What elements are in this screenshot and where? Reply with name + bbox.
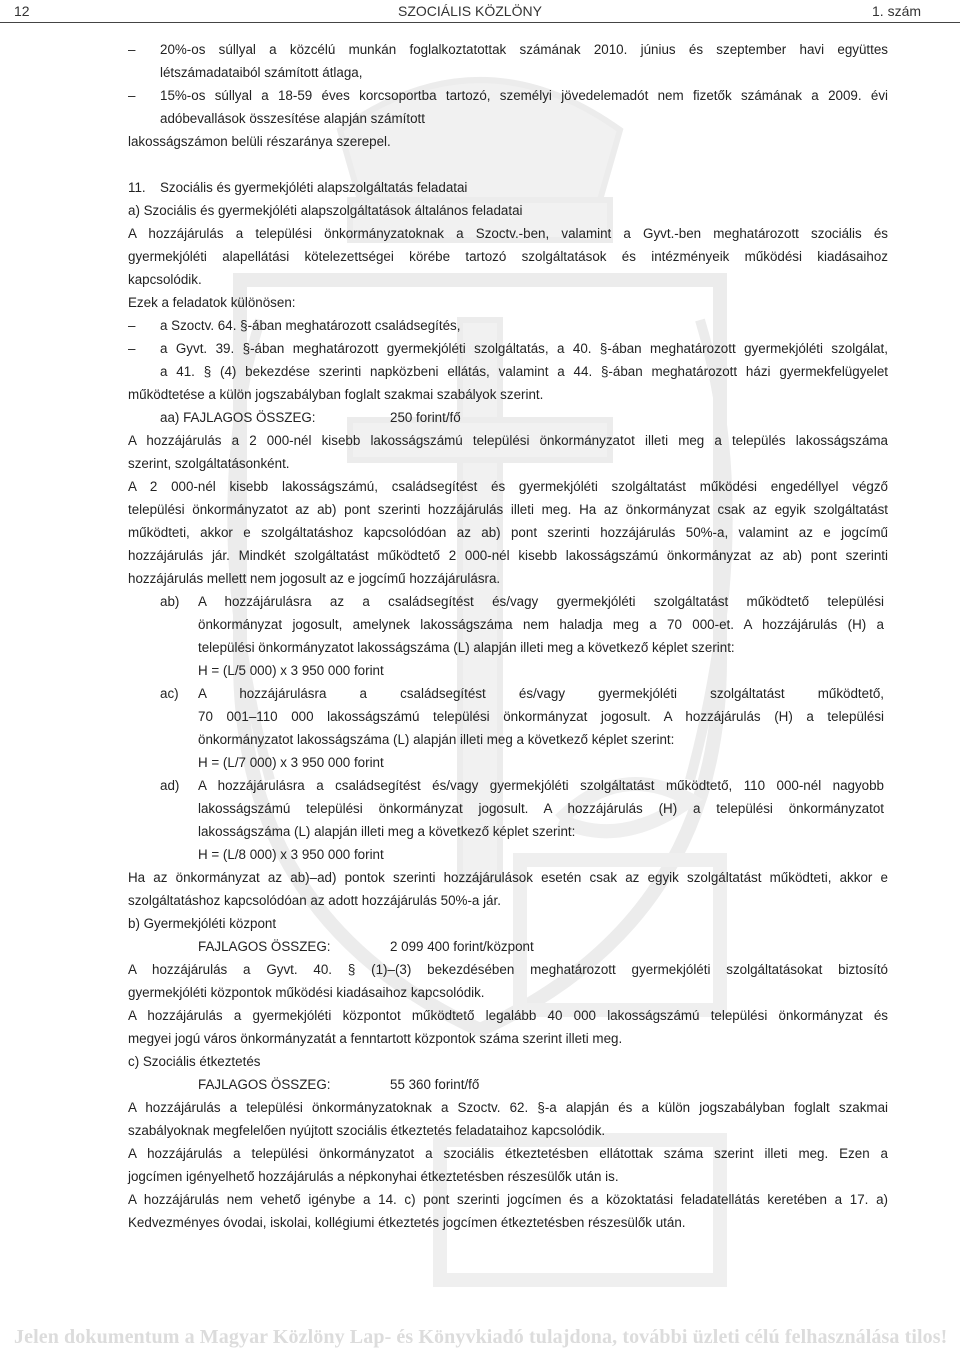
list-dash: – [128, 88, 136, 103]
line-text: lakosságszáma (L) alapján illeti meg a következő képlet szerint: [198, 824, 576, 839]
text-line [0, 245, 960, 268]
text-line [0, 797, 960, 820]
line-text: kapcsolódik. [128, 272, 202, 287]
document-body [0, 38, 960, 1234]
line-text: A hozzájárulásra a családsegítést és/vagy gyermekjóléti szolgáltatást működtető, 110 000-nél nagyobb [198, 778, 884, 793]
list-dash: – [128, 42, 136, 57]
line-text: a Szoctv. 64. §-ában meghatározott családsegítés, [160, 318, 461, 333]
text-line [0, 820, 960, 843]
line-text: működteti, akkor e szolgáltatáshoz kapcsolódóan az ab) pont szerinti hozzájárulás 50%-a, valamint az e jogcímű [128, 525, 888, 540]
text-line [0, 912, 960, 935]
line-text: lakosságszámon belüli részaránya szerepel. [128, 134, 391, 149]
text-line [0, 452, 960, 475]
line-text: 70 001–110 000 lakosságszámú települési önkormányzat jogosult. A hozzájárulás (H) a települési [198, 709, 884, 724]
amount-value: 250 forint/fő [390, 410, 461, 425]
line-text: A hozzájárulás a települési önkormányzatoknak a Szoctv. 62. §-a alapján és a külön jogszabályban foglalt szakmai [128, 1100, 888, 1115]
text-line [0, 889, 960, 912]
issue-number: 1. szám [872, 3, 922, 19]
text-line [0, 1188, 960, 1211]
text-line [0, 1142, 960, 1165]
text-line [0, 958, 960, 981]
text-line [0, 613, 960, 636]
publication-title: SZOCIÁLIS KÖZLÖNY [398, 3, 542, 19]
amount-value: 55 360 forint/fő [390, 1077, 480, 1092]
amount-label: aa) FAJLAGOS ÖSSZEG: [160, 410, 316, 425]
line-text: 20%-os súllyal a közcélú munkán foglalkoztatottak számának 2010. június és szeptember havi együttes [160, 42, 888, 57]
line-text: gyermekjóléti központok működési kiadásaihoz kapcsolódik. [128, 985, 485, 1000]
text-line [0, 705, 960, 728]
footer-watermark-text: Jelen dokumentum a Magyar Közlöny Lap- és Könyvkiadó tulajdona, további üzleti célú felhasználása tilos! [14, 1326, 948, 1348]
page-header [0, 0, 960, 23]
line-text: H = (L/5 000) x 3 950 000 forint [198, 663, 384, 678]
line-text: Szociális és gyermekjóléti alapszolgáltatás feladatai [160, 180, 468, 195]
text-line [0, 107, 960, 130]
text-line [0, 774, 960, 797]
line-text: lakosságszámú települési önkormányzat jogosult. A hozzájárulás (H) a települési önkormányzatot [198, 801, 884, 816]
line-text: működtetése a külön jogszabályban foglalt szakmai szabályok szerint. [128, 387, 544, 402]
section-number: 11. [128, 180, 146, 195]
text-line [0, 38, 960, 61]
line-text: b) Gyermekjóléti központ [128, 916, 277, 931]
line-text: A hozzájárulás a 2 000-nél kisebb lakosságszámú települési önkormányzatot illeti meg a település lakosságszáma [128, 433, 888, 448]
line-text: A hozzájárulás a Gyvt. 40. § (1)–(3) bekezdésében meghatározott gyermekjóléti szolgáltatásokat biztosító [128, 962, 888, 977]
text-line [0, 1211, 960, 1234]
line-text: települési önkormányzatot lakosságszáma (L) alapján illeti meg a következő képlet szerint: [198, 640, 735, 655]
text-line [0, 153, 960, 176]
line-text: 15%-os súllyal a 18-59 éves korcsoportba tartozó, személyi jövedelemadót nem fizetők számának a 2009. évi [160, 88, 888, 103]
line-text: önkormányzat jogosult, amelynek lakosságszáma nem haladja meg a 70 000-et. A hozzájárulás (H) a [198, 617, 884, 632]
line-text: A hozzájárulás nem vehető igénybe a 14. c) pont szerinti jogcímen és a közoktatási feladatellátás keretében a 17. a) [128, 1192, 888, 1207]
line-text: szolgáltatáshoz kapcsolódóan az adott hozzájárulás 50%-a jár. [128, 893, 501, 908]
text-line [0, 1119, 960, 1142]
text-line [0, 176, 960, 199]
text-line [0, 590, 960, 613]
text-line [0, 1165, 960, 1188]
line-text: szabályoknak megfelelően nyújtott szociális étkeztetés feladataihoz kapcsolódik. [128, 1123, 606, 1138]
text-line [0, 567, 960, 590]
text-line [0, 291, 960, 314]
text-line [0, 360, 960, 383]
text-line [0, 544, 960, 567]
line-text: A hozzájárulás a települési önkormányzatot a szociális étkeztetésben ellátottak száma szerint illeti meg. Ezen a [128, 1146, 888, 1161]
line-text: önkormányzatot lakosságszáma (L) alapján illeti meg a következő képlet szerint: [198, 732, 675, 747]
text-line [0, 843, 960, 866]
line-text: megyei jogú város önkormányzatát a fenntartott központok száma szerint illeti meg. [128, 1031, 623, 1046]
item-label: ad) [160, 778, 180, 793]
text-line [0, 61, 960, 84]
text-line [0, 314, 960, 337]
line-text: szerint, szolgáltatásonként. [128, 456, 290, 471]
line-text: jogcímen igényelhető hozzájárulás a népkonyhai étkeztetésben részesülők után is. [128, 1169, 619, 1184]
text-line [0, 728, 960, 751]
item-label: ac) [160, 686, 179, 701]
text-line [0, 406, 960, 429]
page-number: 12 [14, 3, 30, 19]
text-line [0, 1073, 960, 1096]
text-line [0, 337, 960, 360]
line-text: A hozzájárulás a gyermekjóléti központot működtető legalább 40 000 lakosságszámú települési önkormányzat és [128, 1008, 888, 1023]
text-line [0, 1004, 960, 1027]
line-text: hozzájárulás mellett nem jogosult az e jogcímű hozzájárulásra. [128, 571, 501, 586]
text-line [0, 981, 960, 1004]
line-text: H = (L/8 000) x 3 950 000 forint [198, 847, 384, 862]
amount-label: FAJLAGOS ÖSSZEG: [198, 939, 331, 954]
text-line [0, 84, 960, 107]
text-line [0, 866, 960, 889]
line-text: létszámadataiból számított átlaga, [160, 65, 363, 80]
line-text: A 2 000-nél kisebb lakosságszámú, családsegítést és gyermekjóléti szolgáltatást működési engedéllyel végző [128, 479, 888, 494]
text-line [0, 1050, 960, 1073]
line-text: A hozzájárulásra az a családsegítést és/vagy gyermekjóléti szolgáltatást működtető települési [198, 594, 884, 609]
text-line [0, 935, 960, 958]
text-line [0, 659, 960, 682]
line-text: gyermekjóléti alapellátási kötelezettségei körébe tartozó szolgáltatások és intézményeik működési kiadásaihoz [128, 249, 888, 264]
text-line [0, 383, 960, 406]
text-line [0, 636, 960, 659]
list-dash: – [128, 318, 136, 333]
amount-label: FAJLAGOS ÖSSZEG: [198, 1077, 331, 1092]
amount-value: 2 099 400 forint/központ [390, 939, 534, 954]
text-line [0, 1096, 960, 1119]
line-text: A hozzájárulás a települési önkormányzatoknak a Szoctv.-ben, valamint a Gyvt.-ben meghatározott szociális és [128, 226, 888, 241]
text-line [0, 130, 960, 153]
line-text: a 41. § (4) bekezdése szerinti napközbeni ellátás, valamint a 44. §-ában meghatározott házi gyermekfelügyelet [160, 364, 888, 379]
text-line [0, 682, 960, 705]
text-line [0, 1027, 960, 1050]
line-text: Kedvezményes óvodai, iskolai, kollégiumi étkeztetés jogcímen étkeztetésben részesülők után. [128, 1215, 686, 1230]
text-line [0, 475, 960, 498]
line-text: Ha az önkormányzat az ab)–ad) pontok szerinti hozzájárulások esetén csak az egyik szolgáltatást működteti, akkor e [128, 870, 888, 885]
text-line [0, 222, 960, 245]
text-line [0, 751, 960, 774]
line-text: A hozzájárulásra a családsegítést és/vagy gyermekjóléti szolgáltatást működtető, [198, 686, 884, 701]
text-line [0, 498, 960, 521]
line-text: Ezek a feladatok különösen: [128, 295, 296, 310]
line-text: települési önkormányzatot az ab) pont szerinti hozzájárulás illeti meg. Ha az önkormányzat csak az egyik szolgáltatást [128, 502, 888, 517]
text-line [0, 268, 960, 291]
text-line [0, 429, 960, 452]
line-text: c) Szociális étkeztetés [128, 1054, 261, 1069]
line-text: adóbevallások összesítése alapján számított [160, 111, 425, 126]
line-text: hozzájárulás jár. Mindkét szolgáltatást működtető 2 000-nél kisebb lakosságszámú önkormányzat az ab) pont szerinti [128, 548, 888, 563]
list-dash: – [128, 341, 136, 356]
item-label: ab) [160, 594, 180, 609]
text-line [0, 199, 960, 222]
text-line [0, 521, 960, 544]
line-text: a Gyvt. 39. §-ában meghatározott gyermekjóléti szolgáltatás, a 40. §-ában meghatározott gyermekjóléti szolgálat, [160, 341, 888, 356]
line-text: H = (L/7 000) x 3 950 000 forint [198, 755, 384, 770]
line-text: a) Szociális és gyermekjóléti alapszolgáltatások általános feladatai [128, 203, 523, 218]
